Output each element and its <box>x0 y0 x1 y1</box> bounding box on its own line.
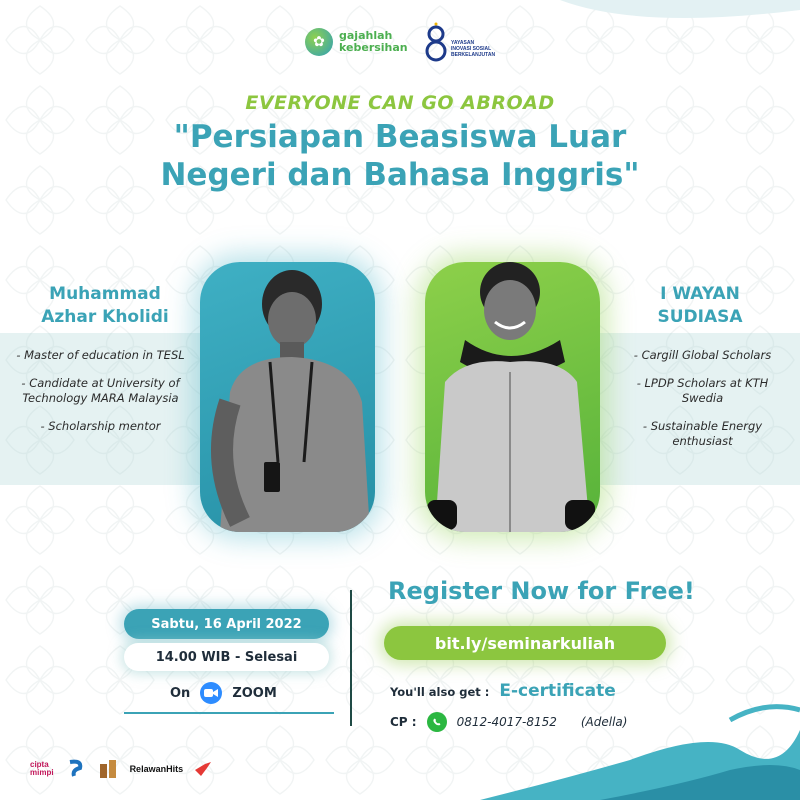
speaker-left-name <box>20 283 190 329</box>
register-headline: Register Now for Free! <box>388 577 695 605</box>
wave-decoration <box>480 690 800 800</box>
credential-item: - Cargill Global Scholars <box>633 348 772 362</box>
whatsapp-icon <box>427 712 447 732</box>
logo-gk-line2: kebersihan <box>339 41 408 54</box>
speaker-right-name-line1: I WAYAN <box>660 284 740 304</box>
sponsor-logos <box>30 758 211 780</box>
speaker-right-credentials <box>620 348 785 462</box>
logo-yayasan-line1: YAYASAN <box>451 40 475 46</box>
cp-label: CP : <box>390 715 417 729</box>
gajahlah-kebersihan-logo <box>305 28 408 56</box>
speaker-left-photo <box>200 262 375 532</box>
title-line2: Negeri dan Bahasa Inggris" <box>160 157 640 193</box>
speaker-left-name-line2: Azhar Kholidi <box>41 307 169 327</box>
red-bird-logo-icon <box>195 762 211 776</box>
credential-item: - Candidate at University of Technology MARA Malaysia <box>21 376 180 405</box>
vertical-divider <box>350 590 352 726</box>
speaker-left-name-line1: Muhammad <box>49 284 161 304</box>
credential-item: - LPDP Scholars at KTH Swedia <box>636 376 769 405</box>
logo-yayasan-line3: BERKELANJUTAN <box>451 52 496 58</box>
event-date-pill: Sabtu, 16 April 2022 <box>124 609 329 639</box>
blue-swirl-logo-icon <box>66 758 86 780</box>
logo-yayasan-line2: INOVASI SOSIAL <box>451 46 492 52</box>
logo-gk-line1: gajahlah <box>339 29 393 42</box>
figure-eight-logo-icon <box>425 22 447 64</box>
zoom-camera-icon <box>200 682 222 704</box>
event-time-pill: 14.00 WIB - Selesai <box>124 643 329 671</box>
speaker-right-name <box>625 283 775 329</box>
speaker-right-photo <box>425 262 600 532</box>
relawan-hits-logo: RelawanHits <box>129 764 184 774</box>
credential-item: - Master of education in TESL <box>16 348 185 362</box>
event-kicker: EVERYONE CAN GO ABROAD <box>245 92 555 114</box>
speaker-left-photo-card <box>200 262 375 532</box>
top-wave-decoration <box>560 0 800 40</box>
speaker-left-credentials <box>8 348 193 447</box>
cipta-line1: cipta <box>30 760 49 769</box>
cipta-line2: mimpi <box>30 768 54 777</box>
event-title <box>0 118 800 194</box>
leaf-logo-icon: ✿ <box>305 28 333 56</box>
registration-link[interactable]: bit.ly/seminarkuliah <box>384 626 666 660</box>
brown-building-logo-icon <box>98 758 118 780</box>
speaker-right-name-line2: SUDIASA <box>657 307 743 327</box>
speaker-right-photo-card <box>425 262 600 532</box>
event-platform <box>170 682 277 704</box>
credential-item: - Sustainable Energy enthusiast <box>642 419 763 448</box>
on-label: On <box>170 685 191 701</box>
credential-item: - Scholarship mentor <box>40 419 161 433</box>
title-line1: "Persiapan Beasiswa Luar <box>173 119 627 155</box>
yayasan-logo <box>425 22 521 64</box>
cp-name: (Adella) <box>580 715 628 729</box>
event-info-underline <box>124 712 334 714</box>
also-get-value: E-certificate <box>499 681 616 701</box>
cipta-mimpi-logo <box>30 761 54 777</box>
cp-phone[interactable]: 0812-4017-8152 <box>456 715 557 729</box>
also-get-label: You'll also get : <box>390 685 490 699</box>
platform-label: ZOOM <box>232 685 277 701</box>
